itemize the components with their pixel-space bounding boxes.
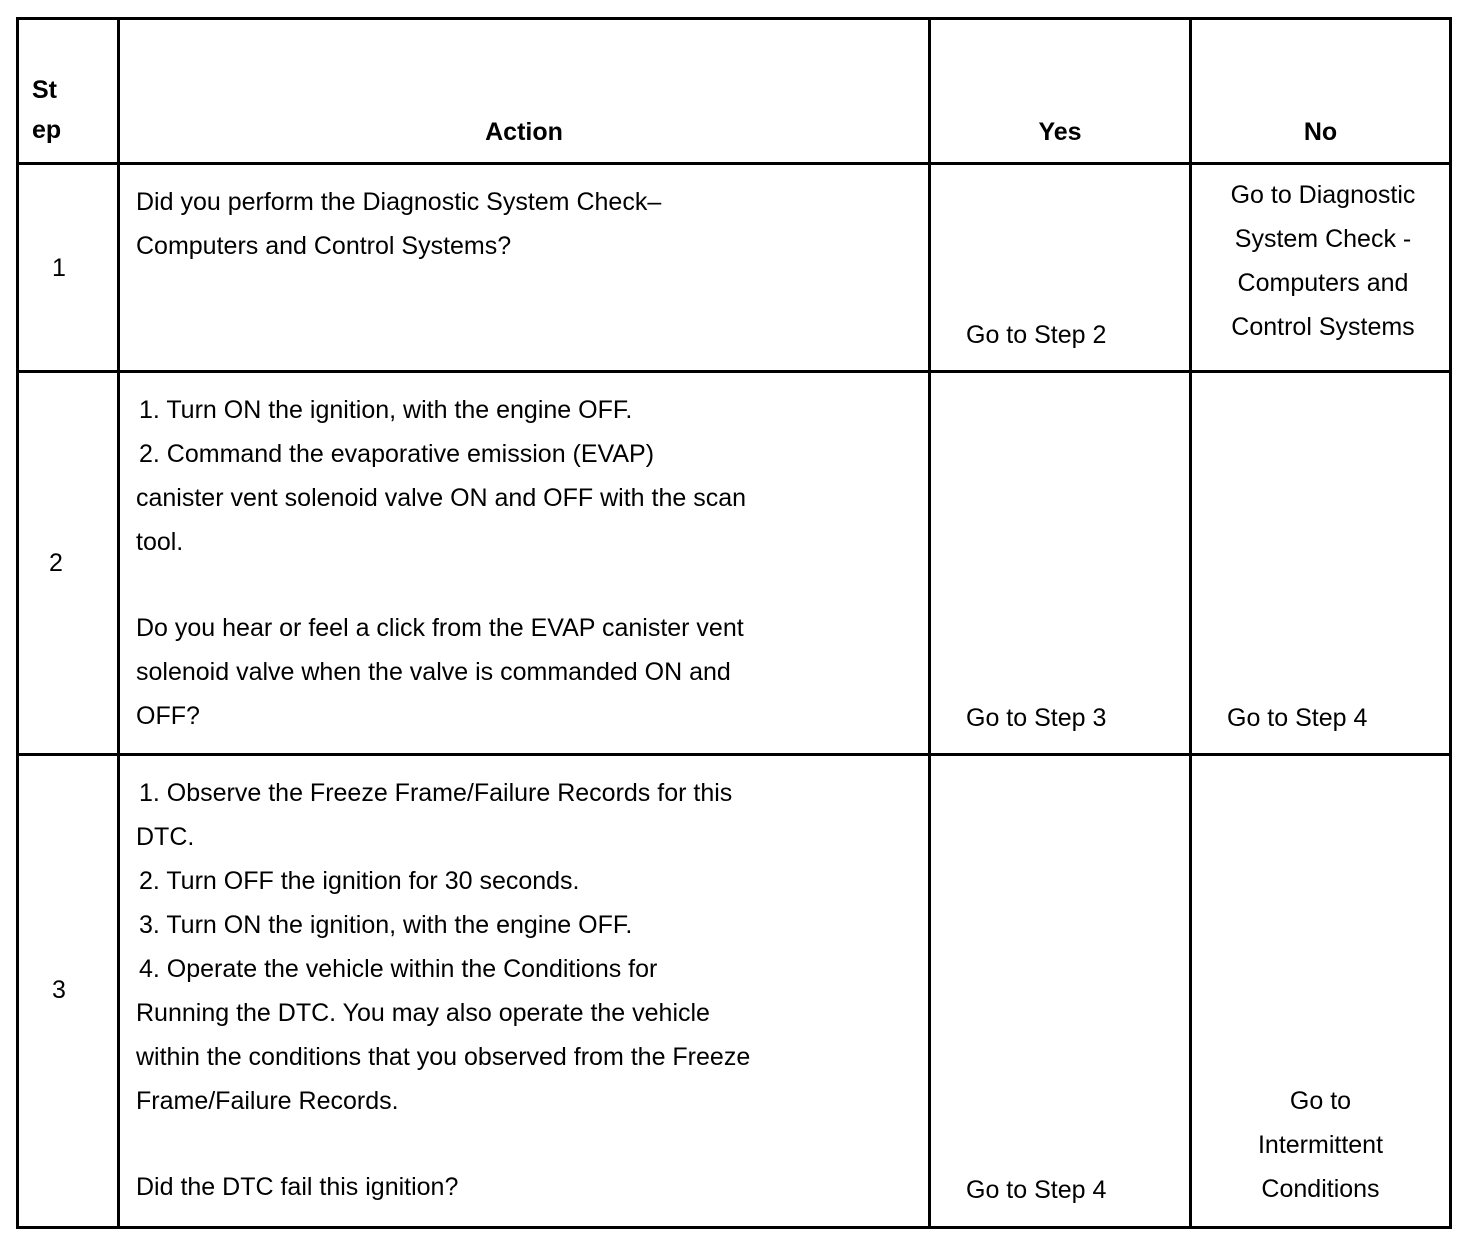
diagnostic-table (16, 17, 1452, 1229)
column-divider (117, 17, 120, 1229)
step-number: 3 (52, 976, 66, 1004)
table-border-left (16, 17, 19, 1229)
no-line: System Check - (1234, 225, 1412, 253)
action-text (136, 180, 661, 268)
no-line: Go to (1289, 1087, 1352, 1115)
header-step (32, 70, 61, 150)
action-line: Running the DTC. You may also operate the vehicle (136, 999, 710, 1027)
action-text (136, 771, 750, 1209)
action-line: solenoid valve when the valve is commanded ON and (136, 658, 731, 686)
no-result (1192, 173, 1454, 349)
row-divider (16, 753, 1452, 756)
row-divider (16, 370, 1452, 373)
no-line: Go to Diagnostic (1230, 181, 1416, 209)
no-line: Control Systems (1231, 313, 1415, 341)
action-line: 1. Observe the Freeze Frame/Failure Records for this (139, 779, 733, 807)
action-line: 2. Command the evaporative emission (EVAP) (139, 440, 655, 468)
table-border-top (16, 17, 1452, 20)
action-line: Frame/Failure Records. (136, 1087, 399, 1115)
column-divider (928, 17, 931, 1229)
header-no: No (1303, 118, 1338, 146)
no-result: Go to Step 4 (1227, 704, 1368, 732)
no-line: Computers and (1237, 269, 1409, 297)
action-line: Computers and Control Systems? (136, 232, 512, 260)
action-text (136, 388, 746, 738)
step-number: 1 (52, 254, 66, 282)
header-yes: Yes (1038, 118, 1082, 146)
yes-result: Go to Step 3 (966, 704, 1107, 732)
yes-result: Go to Step 4 (966, 1176, 1107, 1204)
table-border-bottom (16, 1226, 1452, 1229)
action-line: 3. Turn ON the ignition, with the engine OFF. (139, 911, 633, 939)
action-line: 2. Turn OFF the ignition for 30 seconds. (139, 867, 580, 895)
action-line: Did you perform the Diagnostic System Check– (136, 188, 662, 216)
action-line: Did the DTC fail this ignition? (136, 1173, 459, 1201)
header-step-line: St (32, 76, 57, 104)
step-number: 2 (49, 549, 63, 577)
action-line: tool. (136, 528, 184, 556)
header-step-line: ep (32, 116, 62, 144)
action-line: within the conditions that you observed from the Freeze (136, 1043, 751, 1071)
no-line: Intermittent (1257, 1131, 1384, 1159)
action-line: 4. Operate the vehicle within the Conditions for (139, 955, 658, 983)
action-line: DTC. (136, 823, 195, 851)
action-line: Do you hear or feel a click from the EVAP canister vent (136, 614, 744, 642)
header-action: Action (485, 118, 563, 146)
action-line: 1. Turn ON the ignition, with the engine OFF. (139, 396, 633, 424)
action-line: canister vent solenoid valve ON and OFF with the scan (136, 484, 747, 512)
action-line: OFF? (136, 702, 200, 730)
yes-result: Go to Step 2 (966, 321, 1107, 349)
no-result (1192, 1079, 1449, 1211)
header-divider (16, 162, 1452, 165)
no-line: Conditions (1261, 1175, 1380, 1203)
